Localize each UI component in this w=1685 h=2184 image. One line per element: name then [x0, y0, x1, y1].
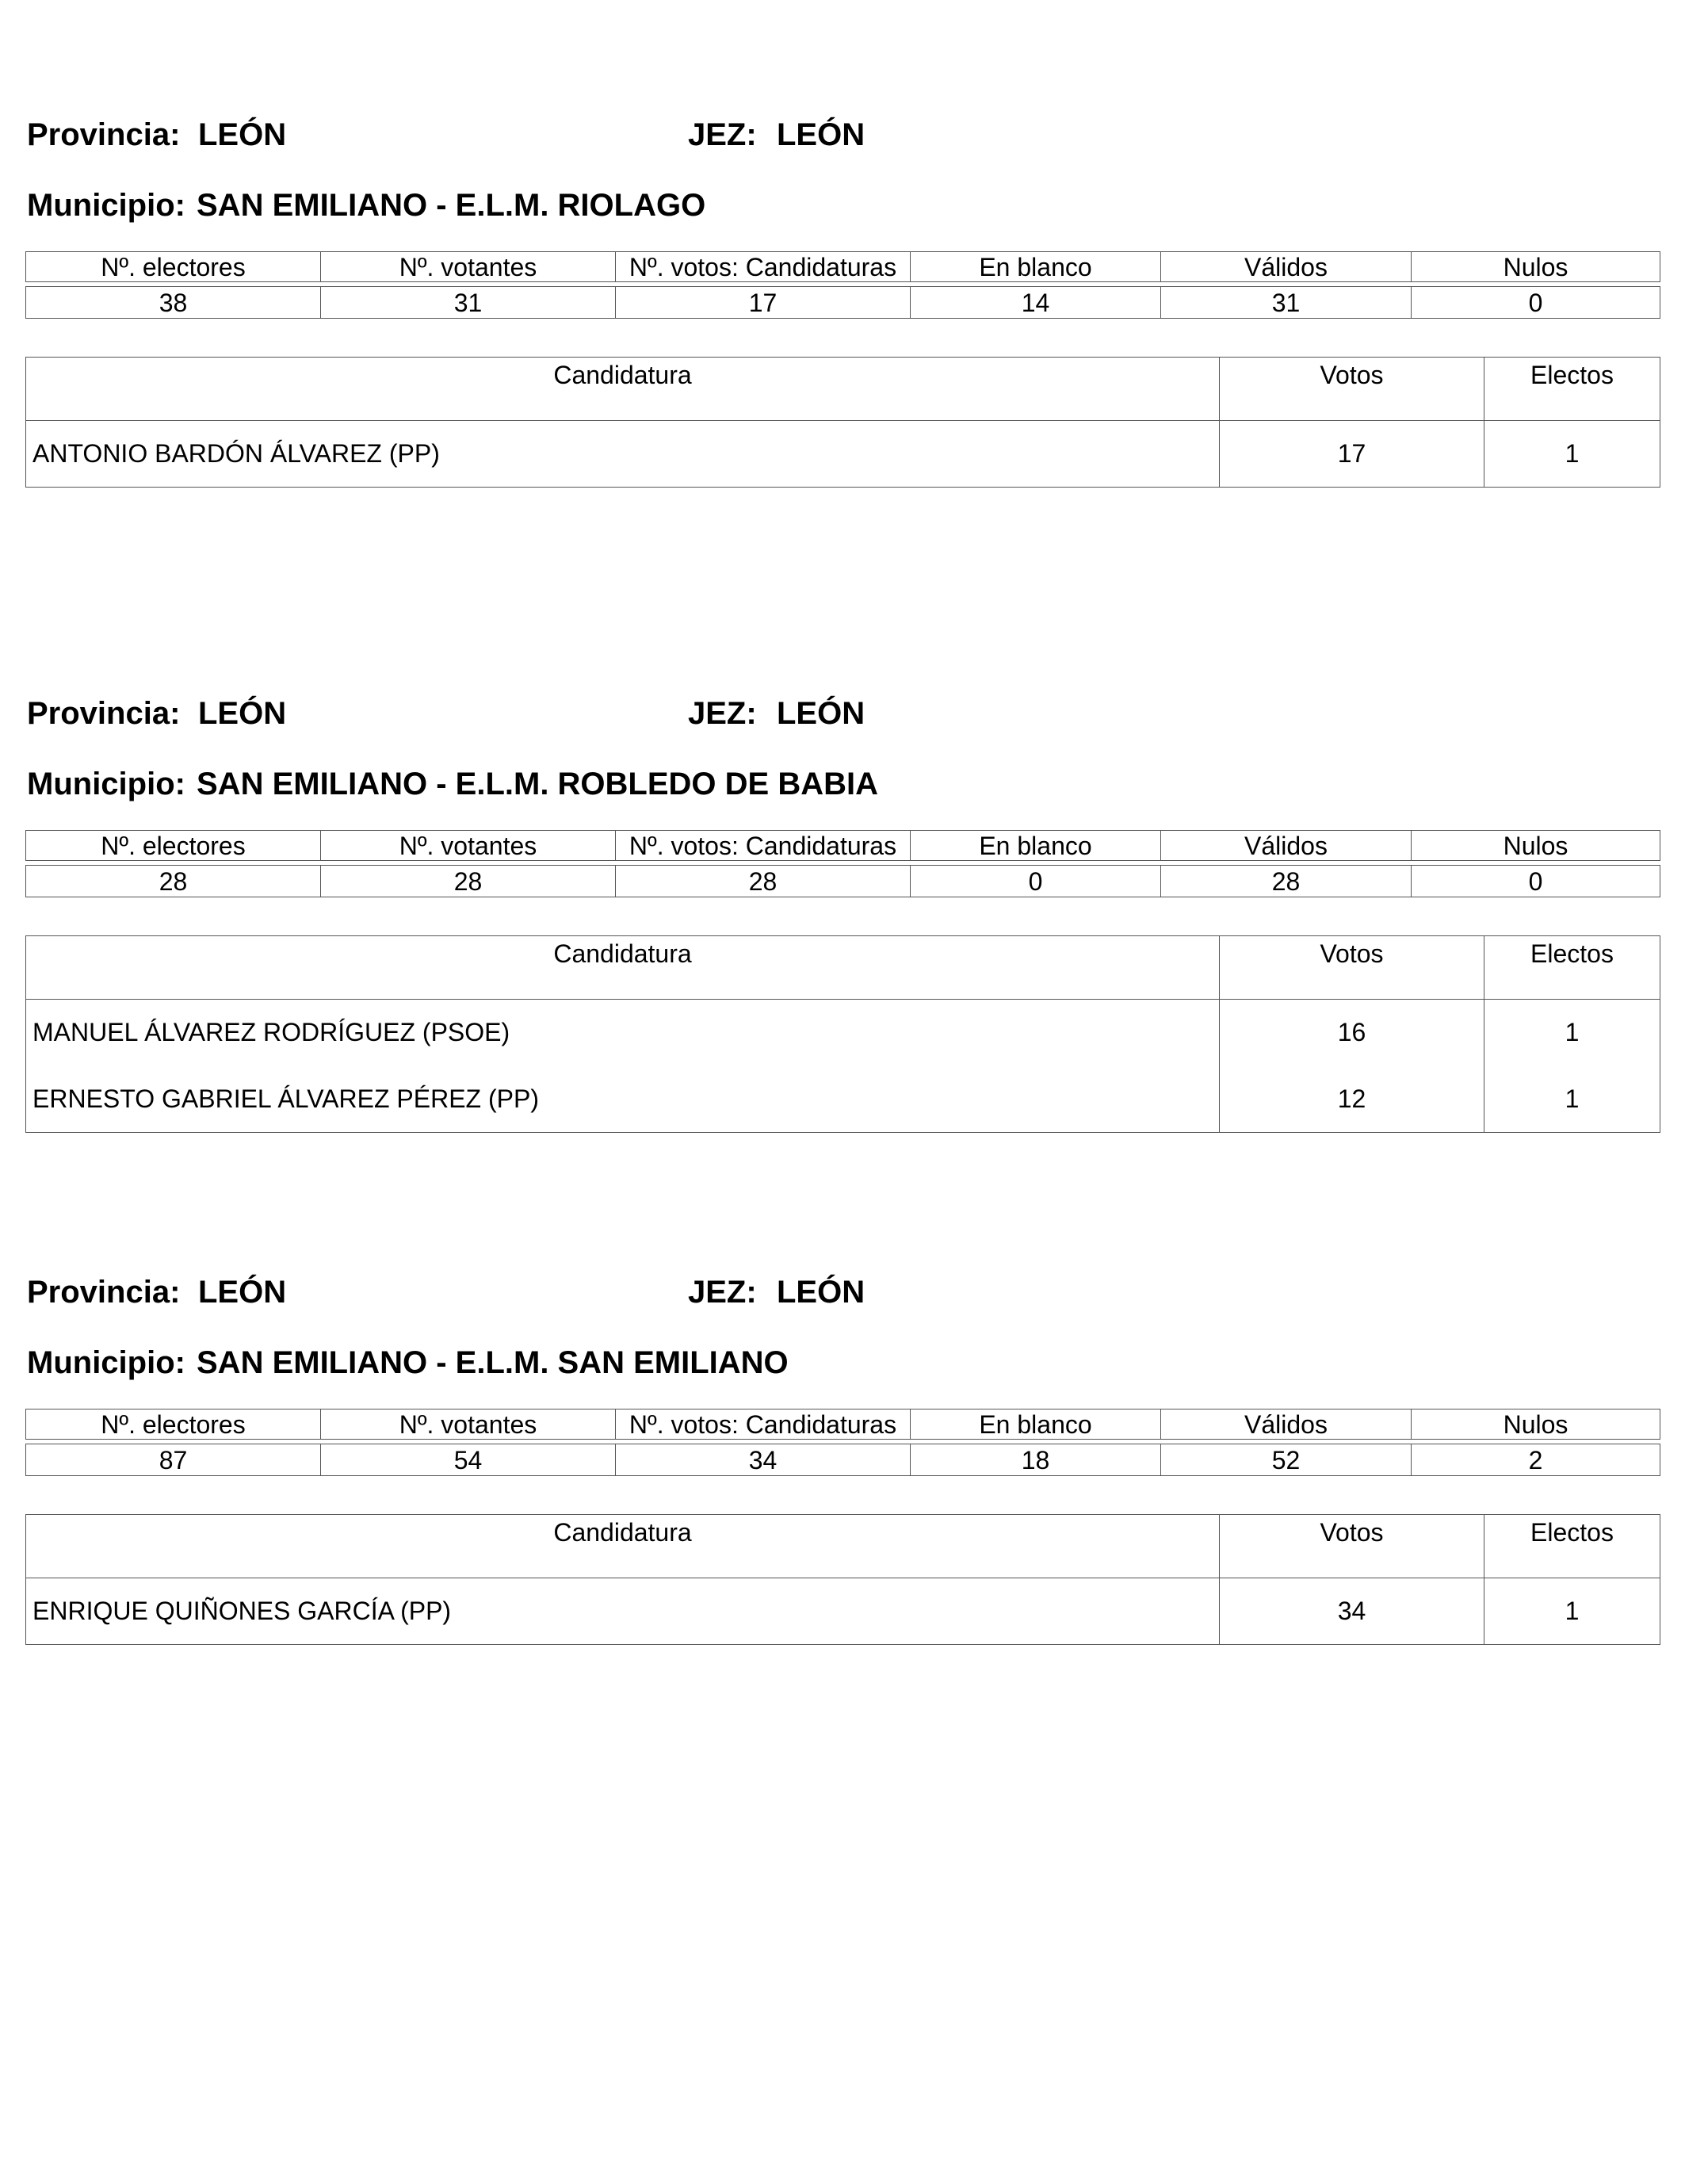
candidate-electos: 1: [1484, 1578, 1660, 1645]
province-line: [25, 1267, 1660, 1314]
stats-header-votos-candidaturas: Nº. votos: Candidaturas: [616, 1409, 911, 1440]
jez-label: JEZ:: [688, 696, 757, 731]
stats-value-electores: 28: [26, 866, 321, 897]
candidate-name: ANTONIO BARDÓN ÁLVAREZ (PP): [26, 421, 1220, 488]
stats-header-row: [26, 1409, 1660, 1440]
stats-header-validos: Válidos: [1161, 1409, 1412, 1440]
candidates-table: [25, 1514, 1660, 1645]
province-line: [25, 688, 1660, 736]
stats-header-electores: Nº. electores: [26, 831, 321, 861]
stats-value-nulos: 2: [1412, 1444, 1660, 1476]
stats-table: [25, 251, 1660, 319]
stats-value-votos-candidaturas: 28: [616, 866, 911, 897]
municipality-line: [25, 183, 1660, 231]
municipio-label: Municipio:: [27, 1345, 185, 1380]
candidate-name: ENRIQUE QUIÑONES GARCÍA (PP): [26, 1578, 1220, 1645]
candidate-votos: 16: [1220, 1000, 1484, 1066]
stats-header-nulos: Nulos: [1412, 1409, 1660, 1440]
municipality-section-robledo-de-babia: [25, 688, 1660, 1133]
stats-header-en-blanco: En blanco: [911, 252, 1161, 282]
candidates-header-row: [26, 936, 1660, 1000]
municipio-value: SAN EMILIANO - E.L.M. RIOLAGO: [197, 188, 706, 223]
stats-value-votantes: 28: [321, 866, 616, 897]
candidates-header-row: [26, 1515, 1660, 1578]
stats-value-nulos: 0: [1412, 287, 1660, 319]
stats-header-nulos: Nulos: [1412, 831, 1660, 861]
provincia-label: Provincia:: [27, 117, 181, 152]
stats-header-en-blanco: En blanco: [911, 831, 1161, 861]
candidate-votos: 34: [1220, 1578, 1484, 1645]
candidates-header-votos: Votos: [1220, 936, 1484, 1000]
candidates-header-electos: Electos: [1484, 1515, 1660, 1578]
municipality-section-riolago: [25, 109, 1660, 488]
jez-value: LEÓN: [777, 117, 865, 152]
municipio-label: Municipio:: [27, 188, 185, 223]
stats-header-votantes: Nº. votantes: [321, 1409, 616, 1440]
jez-value: LEÓN: [777, 1275, 865, 1310]
stats-value-en-blanco: 18: [911, 1444, 1161, 1476]
jez-label: JEZ:: [688, 1275, 757, 1310]
candidates-header-candidatura: Candidatura: [26, 936, 1220, 1000]
stats-value-en-blanco: 14: [911, 287, 1161, 319]
stats-table: [25, 830, 1660, 897]
candidates-header-votos: Votos: [1220, 358, 1484, 421]
candidate-row: [26, 421, 1660, 488]
stats-value-validos: 52: [1161, 1444, 1412, 1476]
stats-header-electores: Nº. electores: [26, 1409, 321, 1440]
stats-header-electores: Nº. electores: [26, 252, 321, 282]
stats-header-votos-candidaturas: Nº. votos: Candidaturas: [616, 831, 911, 861]
candidate-row: [26, 1066, 1660, 1133]
jez-value: LEÓN: [777, 696, 865, 731]
candidate-electos: 1: [1484, 421, 1660, 488]
municipio-value: SAN EMILIANO - E.L.M. SAN EMILIANO: [197, 1345, 789, 1380]
province-line: [25, 109, 1660, 157]
candidate-row: [26, 1000, 1660, 1066]
stats-header-en-blanco: En blanco: [911, 1409, 1161, 1440]
stats-header-row: [26, 831, 1660, 861]
stats-header-row: [26, 252, 1660, 282]
stats-value-en-blanco: 0: [911, 866, 1161, 897]
stats-value-row: [26, 1444, 1660, 1476]
municipality-section-san-emiliano: [25, 1267, 1660, 1645]
municipio-value: SAN EMILIANO - E.L.M. ROBLEDO DE BABIA: [197, 767, 878, 801]
candidate-electos: 1: [1484, 1000, 1660, 1066]
stats-value-votos-candidaturas: 17: [616, 287, 911, 319]
stats-value-nulos: 0: [1412, 866, 1660, 897]
candidate-votos: 12: [1220, 1066, 1484, 1133]
provincia-label: Provincia:: [27, 1275, 181, 1310]
stats-value-validos: 28: [1161, 866, 1412, 897]
stats-value-votantes: 31: [321, 287, 616, 319]
stats-value-row: [26, 287, 1660, 319]
stats-value-votantes: 54: [321, 1444, 616, 1476]
municipio-label: Municipio:: [27, 767, 185, 801]
stats-header-votantes: Nº. votantes: [321, 252, 616, 282]
candidate-name: ERNESTO GABRIEL ÁLVAREZ PÉREZ (PP): [26, 1066, 1220, 1133]
candidate-votos: 17: [1220, 421, 1484, 488]
candidates-table: [25, 357, 1660, 488]
candidates-header-electos: Electos: [1484, 936, 1660, 1000]
jez-label: JEZ:: [688, 117, 757, 152]
provincia-value: LEÓN: [198, 117, 287, 152]
candidates-header-votos: Votos: [1220, 1515, 1484, 1578]
stats-header-votantes: Nº. votantes: [321, 831, 616, 861]
stats-value-votos-candidaturas: 34: [616, 1444, 911, 1476]
candidate-name: MANUEL ÁLVAREZ RODRÍGUEZ (PSOE): [26, 1000, 1220, 1066]
candidate-row: [26, 1578, 1660, 1645]
candidates-header-candidatura: Candidatura: [26, 1515, 1220, 1578]
provincia-value: LEÓN: [198, 696, 287, 731]
provincia-label: Provincia:: [27, 696, 181, 731]
stats-value-validos: 31: [1161, 287, 1412, 319]
candidates-table: [25, 935, 1660, 1133]
stats-value-row: [26, 866, 1660, 897]
stats-header-validos: Válidos: [1161, 831, 1412, 861]
stats-table: [25, 1409, 1660, 1476]
candidate-electos: 1: [1484, 1066, 1660, 1133]
stats-header-nulos: Nulos: [1412, 252, 1660, 282]
stats-value-electores: 87: [26, 1444, 321, 1476]
municipality-line: [25, 1341, 1660, 1388]
stats-header-votos-candidaturas: Nº. votos: Candidaturas: [616, 252, 911, 282]
candidates-header-row: [26, 358, 1660, 421]
provincia-value: LEÓN: [198, 1275, 287, 1310]
stats-header-validos: Válidos: [1161, 252, 1412, 282]
candidates-header-candidatura: Candidatura: [26, 358, 1220, 421]
municipality-line: [25, 762, 1660, 809]
stats-value-electores: 38: [26, 287, 321, 319]
candidates-header-electos: Electos: [1484, 358, 1660, 421]
